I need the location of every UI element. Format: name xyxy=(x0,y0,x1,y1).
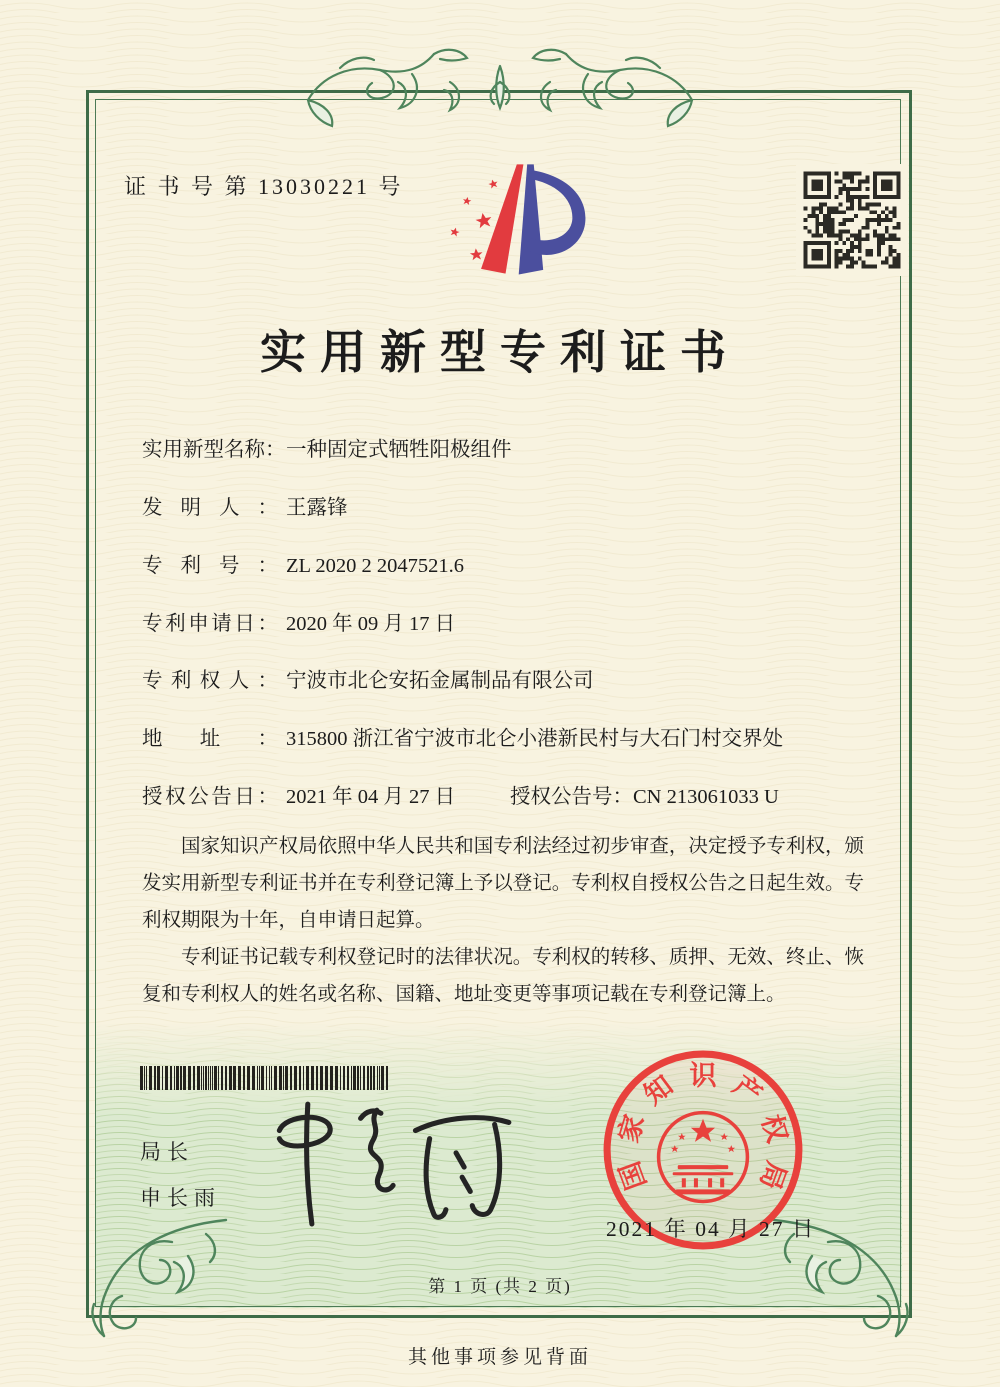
legal-paragraph-1: 国家知识产权局依照中华人民共和国专利法经过初步审查，决定授予专利权，颁发实用新型专利证书并在专利登记簿上予以登记。专利权自授权公告之日起生效。专利权期限为十年，自申请日起算。 xyxy=(142,836,864,931)
field-row-patentee xyxy=(142,663,594,693)
field-value: 王露锋 xyxy=(286,497,348,519)
field-label: 发明人： xyxy=(142,497,278,519)
field-row-patent-no xyxy=(142,548,464,578)
field-row-name xyxy=(142,432,512,462)
svg-text:局: 局 xyxy=(754,1157,792,1194)
field-row-inventor xyxy=(142,490,348,520)
dragon-ornament-top xyxy=(300,36,700,140)
field-row-grant xyxy=(142,779,882,809)
field-row-filing-date xyxy=(142,606,455,636)
cnipa-logo-icon xyxy=(434,150,594,288)
field-row-address xyxy=(142,721,783,751)
svg-text:权: 权 xyxy=(755,1111,793,1146)
field-label: 授权公告日： xyxy=(142,786,278,808)
grant-number xyxy=(510,779,779,809)
field-label: 专利权人： xyxy=(142,670,278,692)
field-value: ZL 2020 2 2047521.6 xyxy=(286,555,465,577)
director-signature xyxy=(252,1096,522,1228)
field-value: 宁波市北仑安拓金属制品有限公司 xyxy=(286,670,594,692)
field-label: 专利申请日： xyxy=(142,613,278,635)
svg-text:家: 家 xyxy=(613,1111,651,1146)
legal-paragraph-2: 专利证书记载专利权登记时的法律状况。专利权的转移、质押、无效、终止、恢复和专利权人的姓名或名称、国籍、地址变更等事项记载在专利登记簿上。 xyxy=(142,947,864,1005)
svg-text:国: 国 xyxy=(614,1157,652,1194)
barcode-icon xyxy=(140,1066,392,1090)
field-value: 一种固定式牺牲阳极组件 xyxy=(286,439,512,461)
certificate-title: 实用新型专利证书 xyxy=(260,327,740,378)
certificate-number: 证 书 号 第 13030221 号 xyxy=(124,174,404,199)
field-label: 授权公告号： xyxy=(510,786,633,808)
qr-code-icon xyxy=(796,164,908,276)
svg-text:产: 产 xyxy=(727,1070,768,1111)
back-side-note: 其他事项参见背面 xyxy=(407,1347,592,1368)
field-value: 2020 年 09 月 17 日 xyxy=(286,613,456,635)
svg-text:识: 识 xyxy=(689,1060,717,1091)
field-label: 专利号： xyxy=(142,555,278,577)
field-value: CN 213061033 U xyxy=(633,786,779,808)
field-value: 315800 浙江省宁波市北仑小港新民村与大石门村交界处 xyxy=(286,728,784,750)
grant-stamp-date: 2021 年 04 月 27 日 xyxy=(606,1217,816,1241)
officer-title: 局长 xyxy=(140,1140,194,1164)
page-number: 第 1 页 (共 2 页) xyxy=(428,1277,572,1296)
field-label: 地址： xyxy=(142,728,278,750)
field-value: 2021 年 04 月 27 日 xyxy=(286,786,456,808)
officer-name: 申长雨 xyxy=(140,1186,221,1210)
field-label: 实用新型名称： xyxy=(142,439,286,461)
svg-text:知: 知 xyxy=(638,1070,679,1111)
legal-text xyxy=(142,828,864,1013)
